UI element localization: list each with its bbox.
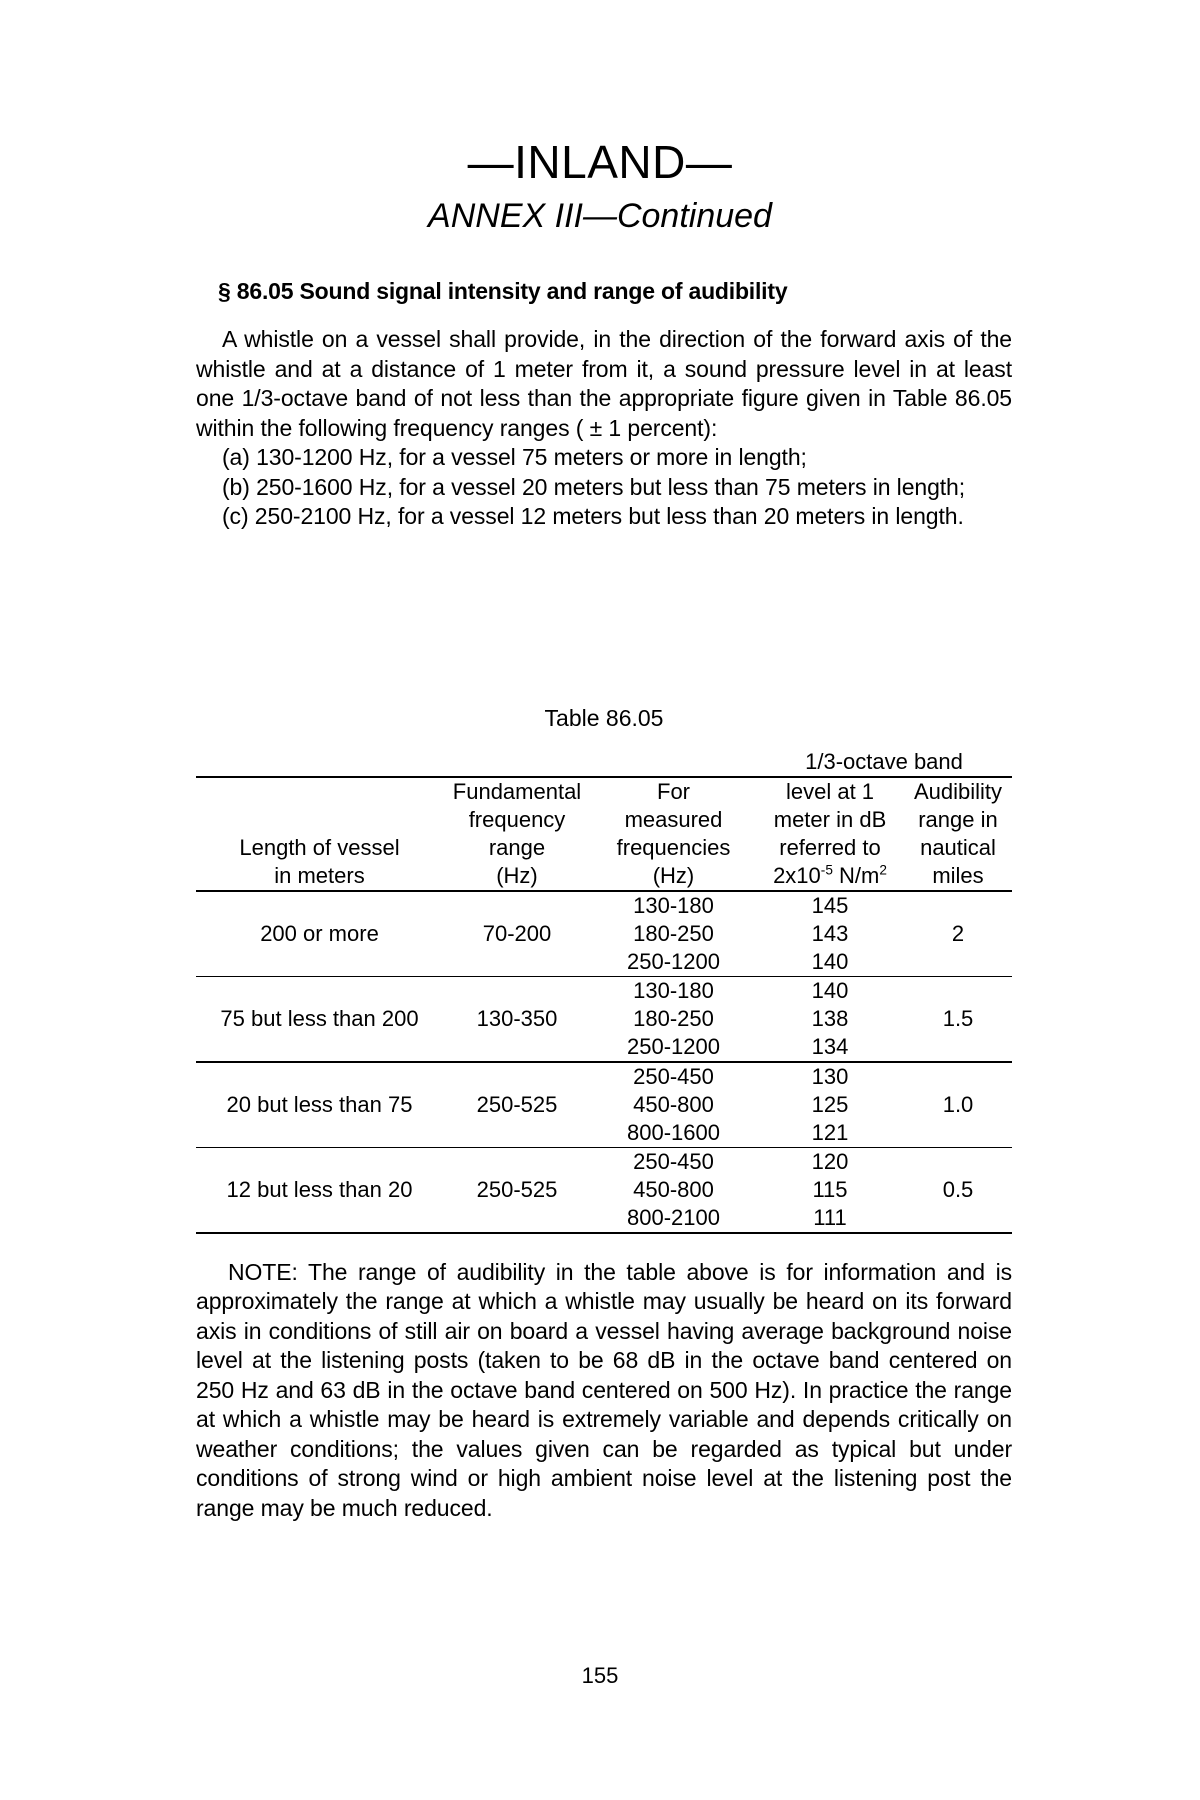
cell-audibility: 1.5 [942,1006,974,1032]
table-span-header-row [196,748,1012,776]
table-block [196,705,1012,1523]
cell-fundamental: 70-200 [482,920,552,946]
cell-length: 12 but less than 20 [226,1177,413,1203]
table-caption: Table 86.05 [544,705,664,731]
header-reference-pressure: $2x10^{-5}$ $N/m^2$ [773,862,887,888]
intro-text-block [196,325,1012,532]
cell-levels: 120 115 111 [811,1149,849,1231]
audibility-table [196,748,1012,1234]
header-measured-frequencies: For measured frequencies (Hz) [616,779,731,888]
cell-frequencies: 130-180 180-250 250-1200 [627,978,720,1060]
cell-levels: 130 125 121 [811,1063,849,1145]
list-item-b: (b) 250-1600 Hz, for a vessel 20 meters but less than 75 meters in length; [222,473,966,500]
cell-fundamental: 250-525 [476,1091,558,1117]
table-row [196,1148,1012,1232]
table-header-row [196,778,1012,890]
cell-length: 20 but less than 75 [226,1091,413,1117]
cell-levels: 140 138 134 [811,978,849,1060]
page-title: —INLAND— [467,136,733,188]
page-number: 155 [581,1663,619,1688]
cell-fundamental: 130-350 [476,1006,558,1032]
list-item-c: (c) 250-2100 Hz, for a vessel 12 meters but less than 20 meters in length. [222,503,964,529]
page-subtitle: ANNEX III—Continued [428,197,772,236]
cell-levels: 145 143 140 [811,892,849,974]
table-row [196,1063,1012,1147]
section-heading: § 86.05 Sound signal intensity and range of audibility [218,277,788,304]
table-row [196,977,1012,1061]
cell-frequencies: 250-450 450-800 800-1600 [627,1063,720,1145]
table-row [196,892,1012,976]
cell-length: 200 or more [260,920,379,946]
span-header-octave-band: 1/3-octave band [805,749,963,774]
cell-audibility: 1.0 [942,1091,974,1117]
cell-frequencies: 130-180 180-250 250-1200 [627,892,720,974]
note-paragraph: NOTE: The range of audibility in the table above is for information and is approximately the range at which a whistle may usually be heard on its forward axis in conditions of still air on board a vessel having average background noise level at the listening posts (taken to be 68 dB in the octave band centered on 250 Hz and 63 dB in the octave band centered on 500 Hz). In practice the range at which a whistle may be heard is extremely variable and depends critically on weather conditions; the values given can be regarded as typical but under conditions of strong wind or high ambient noise level at the listening post the range may be much reduced. [196,1258,1012,1521]
cell-audibility: 2 [951,920,965,946]
paragraph-intro: A whistle on a vessel shall provide, in the direction of the forward axis of the whistle and at a distance of 1 meter from it, a sound pressure level in at least one 1/3-octave band of not less than the appropriate figure given in Table 86.05 within the following frequency ranges ( ± 1 percent): [196,326,1012,441]
header-audibility-range: Audibility range in nautical miles [913,779,1003,888]
cell-audibility: 0.5 [942,1177,974,1203]
header-level-at-1-meter-db: level at 1 meter in dB referred to $2x10^{-5}$ $N/m^2$ [756,778,904,890]
cell-frequencies: 250-450 450-800 800-2100 [627,1149,720,1231]
header-fundamental-frequency-range: Fundamental frequency range (Hz) [452,779,582,888]
cell-length: 75 but less than 200 [220,1006,419,1032]
cell-fundamental: 250-525 [476,1177,558,1203]
header-length-of-vessel: Length of vessel in meters [239,835,400,888]
list-item-a: (a) 130-1200 Hz, for a vessel 75 meters or more in length; [222,444,807,470]
